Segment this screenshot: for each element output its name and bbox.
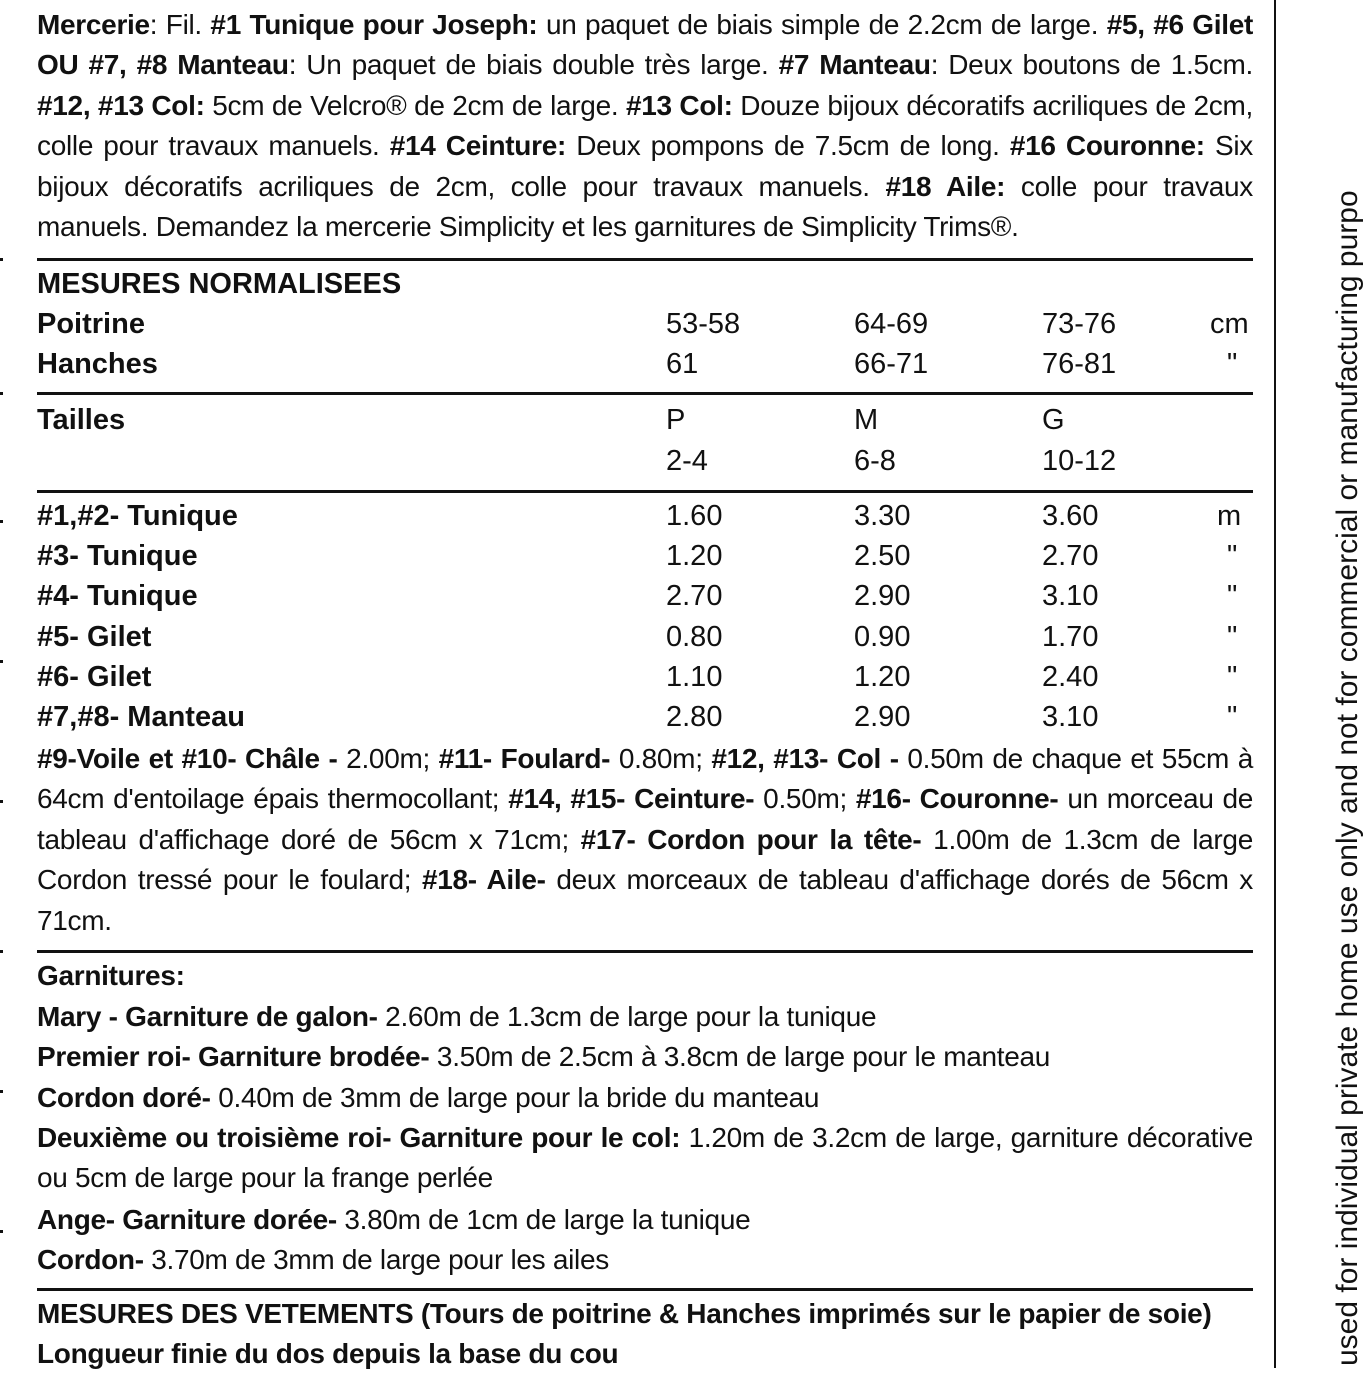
extras-item: #12, #13- Col - [711, 743, 899, 774]
value-m: 2.50 [854, 540, 911, 572]
side-notice: used for individual private home use only and not for commercial or manufacturing purpo [1331, 190, 1364, 1366]
mercerie-item: #13 Col: [625, 89, 733, 121]
mercerie-text: colle pour travaux manuels. Demandez la mercerie Simplicity et les garnitures de Simplicity Trims®. [37, 170, 1253, 243]
size-range-g: 10-12 [1042, 445, 1117, 477]
value-p: 1.10 [666, 661, 723, 693]
margin-dot [0, 258, 3, 261]
garniture-line [37, 997, 1253, 1037]
margin-dot [0, 950, 3, 953]
divider [37, 950, 1253, 953]
garniture-line [37, 1200, 1253, 1240]
row-label: #3- Tunique [37, 540, 198, 572]
garniture-item: Premier roi- Garniture brodée- [37, 1041, 430, 1072]
value-p: 53-58 [666, 308, 741, 340]
mercerie-text: Deux pompons de 7.5cm de long. [566, 130, 1010, 162]
tailles-row [37, 400, 1253, 440]
row-label: #7,#8- Manteau [37, 701, 245, 733]
size-letter-g: G [1042, 404, 1065, 436]
value-g: 73-76 [1042, 308, 1117, 340]
value-m: 0.90 [854, 621, 911, 653]
extras-text: deux morceaux de tableau d'affichage dorés de 56cm x 71cm. [37, 864, 1253, 936]
unit: " [1227, 540, 1238, 572]
mercerie-item: #7 Manteau [778, 49, 931, 81]
garnitures-title: Garnitures: [37, 960, 185, 991]
row-label: Hanches [37, 348, 158, 380]
unit: " [1227, 701, 1238, 733]
measure-row-hanches [37, 344, 1253, 384]
mercerie-item: #18 Aile: [885, 170, 1006, 202]
margin-dot [0, 1090, 3, 1093]
yardage-row [37, 536, 1253, 576]
value-p: 61 [666, 348, 699, 380]
value-p: 0.80 [666, 621, 723, 653]
value-p: 1.20 [666, 540, 723, 572]
mercerie-item: #16 Couronne: [1009, 130, 1205, 162]
garniture-line [37, 1240, 1253, 1280]
value-m: 3.30 [854, 500, 911, 532]
margin-dot [0, 392, 3, 395]
unit: cm [1210, 308, 1249, 340]
value-g: 76-81 [1042, 348, 1117, 380]
yardage-row [37, 617, 1253, 657]
measure-row-poitrine [37, 304, 1253, 344]
extras-text: 2.00m; [337, 743, 439, 774]
mercerie-text: Six bijoux décoratifs acriliques de 2cm, colle pour travaux manuels. [37, 130, 1253, 202]
divider [37, 490, 1253, 493]
extras-item: #16- Couronne- [855, 783, 1059, 815]
extras-paragraph [37, 739, 1253, 941]
garniture-item: Cordon- [37, 1244, 144, 1275]
mercerie-item: #1 Tunique pour Joseph: [210, 9, 538, 40]
row-label: #5- Gilet [37, 621, 152, 653]
extras-text: 0.80m; [610, 743, 712, 774]
extras-item: #9-Voile et #10- Châle - [37, 743, 338, 774]
garniture-text: 1.20m de 3.2cm de large, garniture décorative ou 5cm de large pour la frange perlée [37, 1122, 1253, 1194]
vetements-title: MESURES DES VETEMENTS (Tours de poitrine & Hanches imprimés sur le papier de soie) [37, 1298, 1212, 1329]
garniture-item: Deuxième ou troisième roi- Garniture pour le col: [37, 1122, 681, 1153]
tailles-range-row [37, 441, 1253, 481]
value-m: 66-71 [854, 348, 929, 380]
garniture-line [37, 1037, 1253, 1077]
value-g: 3.60 [1042, 500, 1099, 532]
extras-item: #14, #15- Ceinture- [508, 783, 755, 815]
value-m: 64-69 [854, 308, 929, 340]
unit: " [1227, 580, 1238, 612]
unit: " [1227, 348, 1238, 380]
garniture-text: 2.60m de 1.3cm de large pour la tunique [377, 1001, 877, 1032]
yardage-row [37, 496, 1253, 536]
garniture-item: Mary - Garniture de galon- [37, 1001, 378, 1032]
mesures-title: MESURES NORMALISEES [37, 268, 402, 300]
value-g: 3.10 [1042, 701, 1099, 733]
extras-item: #17- Cordon pour la tête- [580, 823, 922, 855]
divider [37, 258, 1253, 261]
value-m: 1.20 [854, 661, 911, 693]
size-letter-p: P [666, 404, 686, 436]
extras-text: un morceau de tableau d'affichage doré de 56cm x 71cm; [37, 783, 1254, 855]
margin-dot [0, 660, 3, 663]
garniture-text: 3.80m de 1cm de large la tunique [336, 1204, 751, 1235]
mercerie-text: : Fil. [149, 9, 211, 40]
mercerie-item: #5, #6 Gilet OU #7, #8 Manteau [37, 9, 1254, 81]
extras-item: #11- Foulard- [438, 743, 611, 774]
side-notice-strip [1278, 0, 1364, 1368]
extras-item: #18- Aile- [421, 864, 546, 896]
mercerie-label: Mercerie [37, 9, 150, 40]
mercerie-text: Douze bijoux décoratifs acriliques de 2cm, colle pour travaux manuels. [37, 89, 1253, 162]
margin-dot [0, 520, 3, 523]
value-p: 1.60 [666, 500, 723, 532]
margin-dot [0, 1230, 3, 1233]
mesures-title-row [37, 264, 1253, 304]
mercerie-item: #14 Ceinture: [389, 130, 567, 162]
value-g: 1.70 [1042, 621, 1099, 653]
value-g: 2.40 [1042, 661, 1099, 693]
side-divider [1274, 0, 1276, 1368]
divider [37, 1288, 1253, 1291]
garniture-text: 3.70m de 3mm de large pour les ailes [143, 1244, 609, 1275]
value-g: 2.70 [1042, 540, 1099, 572]
size-range-m: 6-8 [854, 445, 896, 477]
value-m: 2.90 [854, 580, 911, 612]
unit: m [1217, 500, 1242, 532]
garniture-line [37, 1078, 1253, 1118]
extras-text: 0.50m de chaque et 55cm à 64cm d'entoilage épais thermocollant; [37, 743, 1253, 815]
garnitures-title-line [37, 956, 1253, 996]
yardage-row [37, 576, 1253, 616]
garniture-line [37, 1118, 1253, 1199]
value-p: 2.70 [666, 580, 723, 612]
mercerie-paragraph [37, 5, 1253, 247]
value-g: 3.10 [1042, 580, 1099, 612]
mercerie-item: #12, #13 Col: [37, 89, 205, 121]
value-p: 2.80 [666, 701, 723, 733]
yardage-row [37, 657, 1253, 697]
yardage-row [37, 697, 1253, 737]
extras-text: 0.50m; [754, 783, 856, 815]
row-label: Poitrine [37, 308, 145, 340]
size-letter-m: M [854, 404, 879, 436]
unit: " [1227, 621, 1238, 653]
garniture-item: Ange- Garniture dorée- [37, 1204, 337, 1235]
row-label: #1,#2- Tunique [37, 500, 238, 532]
vetements-subtitle: Longueur finie du dos depuis la base du cou [37, 1338, 619, 1369]
value-m: 2.90 [854, 701, 911, 733]
margin-dot [0, 800, 3, 803]
garniture-text: 0.40m de 3mm de large pour la bride du manteau [210, 1082, 820, 1113]
divider [37, 392, 1253, 395]
mercerie-text: : Deux boutons de 1.5cm. [930, 49, 1253, 81]
garniture-text: 3.50m de 2.5cm à 3.8cm de large pour le manteau [429, 1041, 1051, 1072]
mercerie-text: un paquet de biais simple de 2.2cm de large. [537, 9, 1107, 40]
mercerie-text: : Un paquet de biais double très large. [288, 49, 779, 81]
tailles-label: Tailles [37, 404, 126, 436]
row-label: #6- Gilet [37, 661, 152, 693]
garniture-item: Cordon doré- [37, 1082, 211, 1113]
size-range-p: 2-4 [666, 445, 708, 477]
mercerie-text: 5cm de Velcro® de 2cm de large. [204, 89, 626, 121]
row-label: #4- Tunique [37, 580, 198, 612]
extras-text: 1.00m de 1.3cm de large Cordon tressé pour le foulard; [37, 823, 1253, 896]
unit: " [1227, 661, 1238, 693]
